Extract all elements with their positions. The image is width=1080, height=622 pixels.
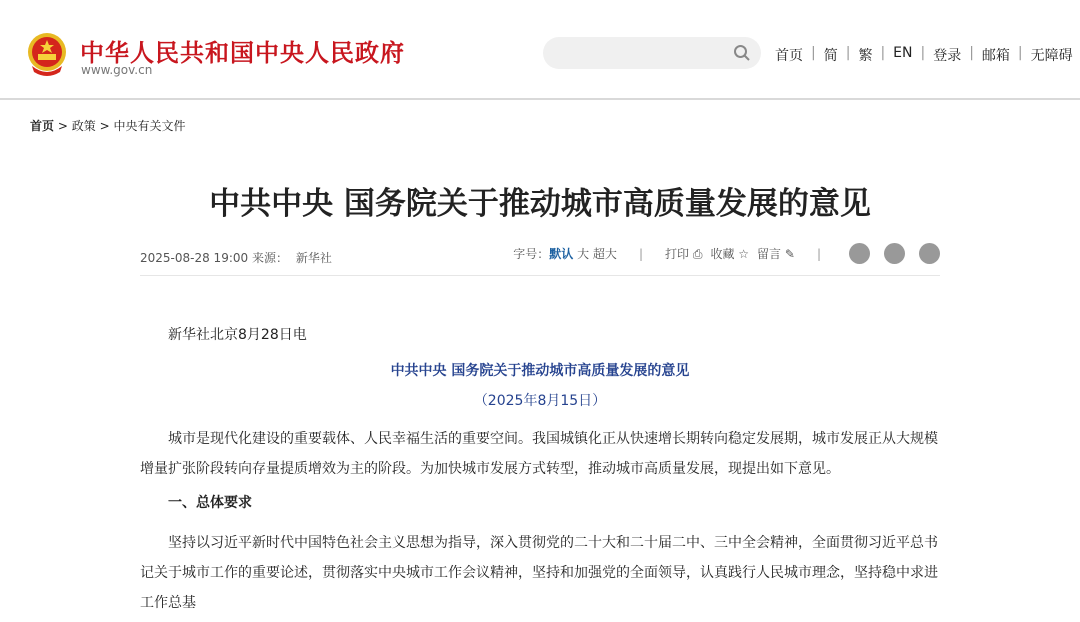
star-outline-icon: ☆ xyxy=(738,247,750,261)
divider: | xyxy=(845,45,851,61)
source-label: 来源： xyxy=(251,251,288,265)
breadcrumb xyxy=(30,117,185,134)
wechat-icon[interactable] xyxy=(884,243,905,264)
divider: | xyxy=(816,246,821,261)
breadcrumb-central-docs[interactable]: 中央有关文件 xyxy=(113,119,186,133)
star-icon[interactable] xyxy=(919,243,940,264)
printer-icon: ⎙ xyxy=(692,247,703,261)
nav-login[interactable]: 登录 xyxy=(933,48,962,64)
favorite-label: 收藏 xyxy=(710,247,735,261)
publish-date: 2025-08-28 19:00 xyxy=(140,251,249,265)
search-input[interactable] xyxy=(543,37,761,69)
font-size-label: 字号： xyxy=(513,247,550,261)
font-default-button[interactable]: 默认 xyxy=(549,247,574,261)
divider: | xyxy=(811,45,816,61)
print-button[interactable] xyxy=(665,245,702,262)
nav-accessibility[interactable]: 无障碍 xyxy=(1030,48,1073,64)
divider: | xyxy=(920,45,926,61)
divider: | xyxy=(638,246,643,261)
print-label: 打印 xyxy=(664,247,689,261)
top-nav xyxy=(775,45,1073,65)
pencil-icon: ✎ xyxy=(784,247,795,261)
nav-english[interactable]: EN xyxy=(893,45,913,61)
breadcrumb-policy[interactable]: 政策 xyxy=(71,119,96,133)
font-xlarge-button[interactable]: 超大 xyxy=(592,247,617,261)
paragraph: 坚持以习近平新时代中国特色社会主义思想为指导，深入贯彻党的二十大和二十届二中、三中全会精神，全面贯彻习近平总书记关于城市工作的重要论述，贯彻落实中央城市工作会议精神，坚持和加强党的全面领导，认真践行人民城市理念，坚持稳中求进工作总基 xyxy=(140,535,938,611)
comment-button[interactable] xyxy=(757,245,795,262)
nav-simplified[interactable]: 简 xyxy=(823,48,838,64)
comment-label: 留言 xyxy=(757,247,782,261)
paragraph: 城市是现代化建设的重要载体、人民幸福生活的重要空间。我国城镇化正从快速增长期转向稳定发展期，城市发展正从大规模增量扩张阶段转向存量提质增效为主的阶段。为加快城市发展方式转型，推动城市高质量发展，现提出如下意见。 xyxy=(140,431,938,477)
article-meta xyxy=(140,246,940,276)
divider: | xyxy=(969,45,974,61)
search-icon[interactable] xyxy=(733,44,751,62)
site-header xyxy=(0,0,1080,100)
divider: | xyxy=(880,45,886,61)
page-title: 中共中央 国务院关于推动城市高质量发展的意见 xyxy=(209,186,871,222)
favorite-button[interactable] xyxy=(710,245,749,262)
weibo-icon[interactable] xyxy=(849,243,870,264)
nav-home[interactable]: 首页 xyxy=(775,48,803,64)
breadcrumb-sep: > xyxy=(99,119,110,133)
breadcrumb-home[interactable]: 首页 xyxy=(30,119,55,133)
site-url: www.gov.cn xyxy=(81,63,153,77)
doc-date: （2025年8月15日） xyxy=(473,393,607,409)
nav-mail[interactable]: 邮箱 xyxy=(981,48,1010,64)
dateline: 新华社北京8月28日电 xyxy=(168,327,307,343)
article-body xyxy=(140,320,940,622)
site-name[interactable]: 中华人民共和国中央人民政府 xyxy=(80,39,405,67)
national-emblem-icon[interactable] xyxy=(26,32,68,78)
source: 新华社 xyxy=(295,251,332,265)
doc-title: 中共中央 国务院关于推动城市高质量发展的意见 xyxy=(390,363,690,379)
nav-traditional[interactable]: 繁 xyxy=(858,48,873,64)
breadcrumb-sep: > xyxy=(57,119,68,133)
divider: | xyxy=(1017,45,1023,61)
font-large-button[interactable]: 大 xyxy=(577,247,590,261)
section-heading: 一、总体要求 xyxy=(168,495,252,511)
